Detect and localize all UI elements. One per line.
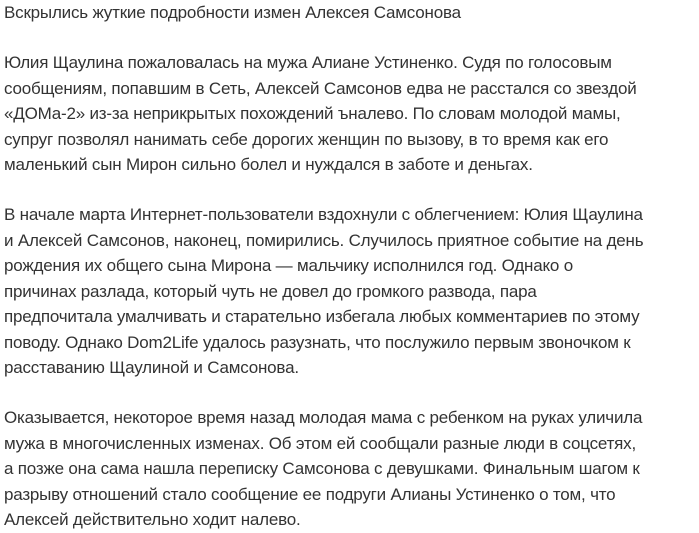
article-paragraph-2: [4, 202, 699, 381]
text-line: Алексей действительно ходит налево.: [4, 510, 301, 529]
text-line: мужа в многочисленных изменах. Об этом ей сообщали разные люди в соцсетях,: [4, 433, 636, 453]
text-line: Оказывается, некоторое время назад молодая мама с ребенком на руках уличила: [4, 408, 643, 427]
text-line: сообщениям, попавшим в Сеть, Алексей Самсонов едва не расстался со звездой: [4, 78, 637, 98]
text-line: причинах разлада, который чуть не довел до громкого развода, пара: [4, 281, 537, 301]
text-line: супруг позволял нанимать себе дорогих женщин по вызову, в то время как его: [4, 129, 609, 149]
text-line: расставанию Щаулиной и Самсонова.: [4, 358, 299, 377]
text-line: поводу. Однако Dom2Life удалось разузнать, что послужило первым звоночком к: [4, 332, 631, 352]
article-title: Вскрылись жуткие подробности измен Алексея Самсонова: [4, 3, 461, 22]
text-line: маленький сын Мирон сильно болел и нуждался в заботе и деньгах.: [4, 155, 533, 174]
article-paragraph-3: [4, 405, 699, 533]
text-line: «ДОМа-2» из-за неприкрытых похождений ъналево. По словам молодой мамы,: [4, 104, 621, 123]
article-paragraph-1: [4, 50, 699, 178]
text-line: разрыву отношений стало сообщение ее подруги Алианы Устиненко о том, что: [4, 484, 616, 504]
text-line: а позже она сама нашла переписку Самсонова с девушками. Финальным шагом к: [4, 459, 640, 478]
text-line: рождения их общего сына Мирона — мальчику исполнился год. Однако о: [4, 256, 573, 275]
text-line: Юлия Щаулина пожаловалась на мужа Алиане Устиненко. Судя по голосовым: [4, 53, 612, 72]
text-line: и Алексей Самсонов, наконец, помирились. Случилось приятное событие на день: [4, 230, 644, 250]
text-line: предпочитала умалчивать и старательно избегала любых комментариев по этому: [4, 307, 640, 326]
text-line: В начале марта Интернет-пользователи вздохнули с облегчением: Юлия Щаулина: [4, 205, 643, 224]
